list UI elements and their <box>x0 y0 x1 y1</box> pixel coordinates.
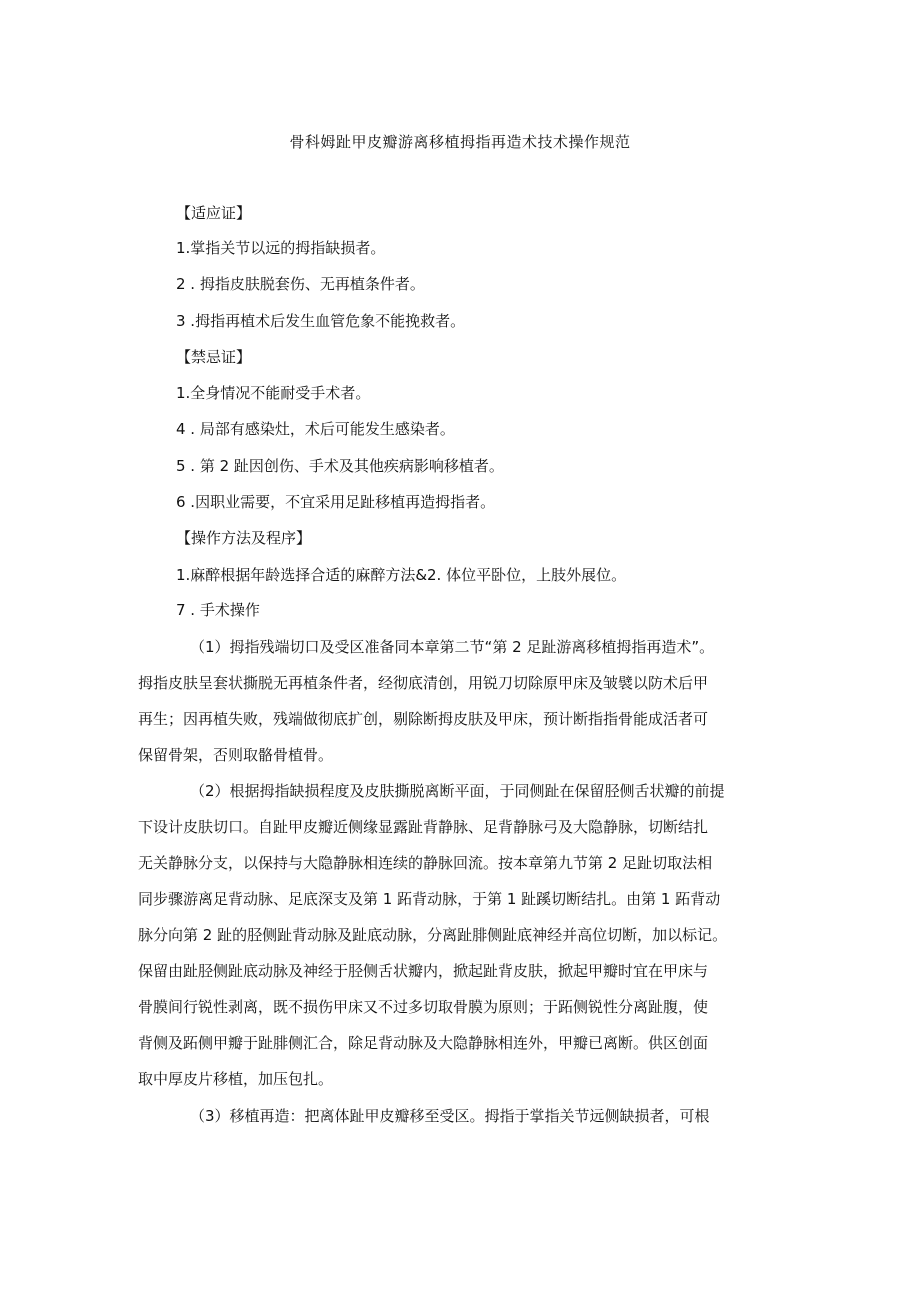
paragraph-line: 下设计皮肤切口。自趾甲皮瓣近侧缘显露趾背静脉、足背静脉弓及大隐静脉，切断结扎 <box>138 818 709 836</box>
contraindication-item: 6 .因职业需要，不宜采用足趾移植再造拇指者。 <box>176 493 496 511</box>
indications-heading: 【适应证】 <box>176 204 252 222</box>
paragraph-line: 脉分向第 2 趾的胫侧趾背动脉及趾底动脉，分离趾腓侧趾底神经并高位切断，加以标记。 <box>138 926 728 944</box>
paragraph-line: （1）拇指残端切口及受区准备同本章第二节“第 2 足趾游离移植拇指再造术”。 <box>190 638 715 656</box>
paragraph-line: （2）根据拇指缺损程度及皮肤撕脱离断平面，于同侧趾在保留胫侧舌状瓣的前提 <box>190 782 725 800</box>
document-title: 骨科姆趾甲皮瓣游离移植拇指再造术技术操作规范 <box>289 133 631 151</box>
procedure-item: 1.麻醉根据年龄选择合适的麻醉方法&2. 体位平卧位，上肢外展位。 <box>176 566 627 584</box>
indication-item: 1.掌指关节以远的拇指缺损者。 <box>176 239 386 257</box>
contraindication-item: 5 . 第 2 趾因创伤、手术及其他疾病影响移植者。 <box>176 457 504 475</box>
paragraph-line: （3）移植再造：把离体趾甲皮瓣移至受区。拇指于掌指关节远侧缺损者，可根 <box>190 1107 710 1125</box>
procedure-item: 7 . 手术操作 <box>176 601 260 619</box>
contraindications-heading: 【禁忌证】 <box>176 348 252 366</box>
paragraph-line: 同步骤游离足背动脉、足底深支及第 1 跖背动脉，于第 1 趾蹊切断结扎。由第 1 跖背动 <box>138 890 721 908</box>
contraindication-item: 4 . 局部有感染灶，术后可能发生感染者。 <box>176 420 455 438</box>
paragraph-line: 背侧及跖侧甲瓣于趾腓侧汇合，除足背动脉及大隐静脉相连外，甲瓣已离断。供区创面 <box>138 1034 709 1052</box>
indication-item: 3 .拇指再植术后发生血管危象不能挽救者。 <box>176 312 466 330</box>
procedure-heading: 【操作方法及程序】 <box>176 529 312 547</box>
paragraph-line: 骨膜间行锐性剥离，既不损伤甲床又不过多切取骨膜为原则；于跖侧锐性分离趾腹，使 <box>138 998 709 1016</box>
paragraph-line: 保留由趾胫侧趾底动脉及神经于胫侧舌状瓣内，掀起趾背皮肤，掀起甲瓣时宜在甲床与 <box>138 962 709 980</box>
contraindication-item: 1.全身情况不能耐受手术者。 <box>176 384 371 402</box>
indication-item: 2 . 拇指皮肤脱套伤、无再植条件者。 <box>176 275 425 293</box>
paragraph-line: 再生；因再植失败，残端做彻底扩创，剔除断拇皮肤及甲床，预计断指指骨能成活者可 <box>138 710 709 728</box>
paragraph-line: 取中厚皮片移植，加压包扎。 <box>138 1070 334 1088</box>
paragraph-line: 保留骨架，否则取骼骨植骨。 <box>138 746 334 764</box>
paragraph-line: 拇指皮肤呈套状撕脱无再植条件者，经彻底清创，用锐刀切除原甲床及皱襞以防术后甲 <box>138 674 709 692</box>
paragraph-line: 无关静脉分支，以保持与大隐静脉相连续的静脉回流。按本章第九节第 2 足趾切取法相 <box>138 854 713 872</box>
